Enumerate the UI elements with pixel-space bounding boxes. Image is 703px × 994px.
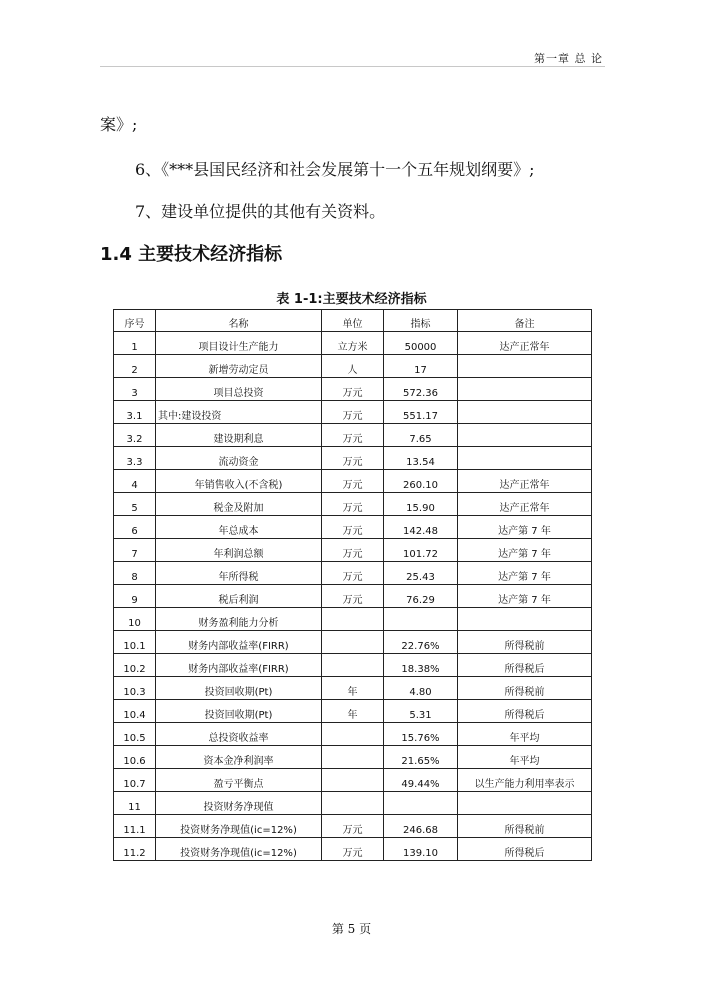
cell-name: 年总成本 — [156, 516, 322, 539]
cell-unit: 万元 — [322, 585, 384, 608]
table-row — [114, 631, 592, 654]
cell-name: 投资回收期(Pt) — [156, 700, 322, 723]
cell-name: 盈亏平衡点 — [156, 769, 322, 792]
cell-value: 260.10 — [384, 470, 458, 493]
cell-unit — [322, 792, 384, 815]
cell-name: 财务盈利能力分析 — [156, 608, 322, 631]
cell-unit — [322, 608, 384, 631]
cell-value: 22.76% — [384, 631, 458, 654]
cell-index: 11.2 — [114, 838, 156, 861]
cell-note: 所得税前 — [458, 815, 592, 838]
cell-name: 流动资金 — [156, 447, 322, 470]
cell-value: 13.54 — [384, 447, 458, 470]
cell-value: 21.65% — [384, 746, 458, 769]
cell-note: 达产第 7 年 — [458, 539, 592, 562]
cell-name: 年销售收入(不含税) — [156, 470, 322, 493]
cell-value: 246.68 — [384, 815, 458, 838]
cell-note: 年平均 — [458, 746, 592, 769]
cell-note: 达产正常年 — [458, 493, 592, 516]
table-row — [114, 447, 592, 470]
cell-name: 税金及附加 — [156, 493, 322, 516]
cell-index: 10.6 — [114, 746, 156, 769]
cell-note — [458, 447, 592, 470]
cell-name: 建设期利息 — [156, 424, 322, 447]
table-row — [114, 723, 592, 746]
cell-unit: 万元 — [322, 424, 384, 447]
cell-value: 572.36 — [384, 378, 458, 401]
cell-value: 15.76% — [384, 723, 458, 746]
table-row — [114, 516, 592, 539]
cell-value: 101.72 — [384, 539, 458, 562]
cell-note: 达产正常年 — [458, 470, 592, 493]
cell-name: 投资财务净现值 — [156, 792, 322, 815]
table-header-row — [114, 310, 592, 332]
cell-index: 6 — [114, 516, 156, 539]
table-row — [114, 378, 592, 401]
cell-name: 财务内部收益率(FIRR) — [156, 631, 322, 654]
cell-value: 142.48 — [384, 516, 458, 539]
cell-unit: 万元 — [322, 516, 384, 539]
cell-unit — [322, 769, 384, 792]
cell-value: 551.17 — [384, 401, 458, 424]
cell-unit: 万元 — [322, 447, 384, 470]
cell-value: 15.90 — [384, 493, 458, 516]
cell-unit: 万元 — [322, 378, 384, 401]
cell-note — [458, 378, 592, 401]
cell-value — [384, 792, 458, 815]
header-cell: 名称 — [156, 310, 322, 332]
header-cell: 指标 — [384, 310, 458, 332]
cell-unit — [322, 746, 384, 769]
cell-note: 达产第 7 年 — [458, 516, 592, 539]
cell-index: 10.1 — [114, 631, 156, 654]
cell-index: 8 — [114, 562, 156, 585]
cell-value: 4.80 — [384, 677, 458, 700]
cell-unit — [322, 723, 384, 746]
cell-index: 2 — [114, 355, 156, 378]
cell-value: 5.31 — [384, 700, 458, 723]
cell-name: 投资回收期(Pt) — [156, 677, 322, 700]
table-row — [114, 608, 592, 631]
cell-index: 7 — [114, 539, 156, 562]
cell-index: 10.4 — [114, 700, 156, 723]
table-body — [114, 332, 592, 861]
cell-value — [384, 608, 458, 631]
cell-name: 新增劳动定员 — [156, 355, 322, 378]
cell-unit: 万元 — [322, 562, 384, 585]
indicator-table — [113, 309, 592, 861]
cell-value: 17 — [384, 355, 458, 378]
cell-unit: 年 — [322, 700, 384, 723]
table-caption: 表 1-1:主要技术经济指标 — [276, 292, 427, 307]
table-row — [114, 562, 592, 585]
cell-note: 达产第 7 年 — [458, 585, 592, 608]
cell-name: 年所得税 — [156, 562, 322, 585]
page-header — [100, 46, 605, 67]
paragraph-line: 7、建设单位提供的其他有关资料。 — [135, 202, 386, 221]
table-row — [114, 677, 592, 700]
cell-index: 10 — [114, 608, 156, 631]
cell-unit: 万元 — [322, 493, 384, 516]
table-row — [114, 424, 592, 447]
cell-index: 5 — [114, 493, 156, 516]
cell-unit: 年 — [322, 677, 384, 700]
cell-name: 项目总投资 — [156, 378, 322, 401]
cell-name: 资本金净利润率 — [156, 746, 322, 769]
cell-name: 投资财务净现值(ic=12%) — [156, 838, 322, 861]
cell-unit: 万元 — [322, 401, 384, 424]
cell-note — [458, 401, 592, 424]
cell-name: 财务内部收益率(FIRR) — [156, 654, 322, 677]
cell-name: 投资财务净现值(ic=12%) — [156, 815, 322, 838]
table-row — [114, 539, 592, 562]
cell-note: 所得税前 — [458, 631, 592, 654]
cell-index: 10.2 — [114, 654, 156, 677]
cell-note — [458, 355, 592, 378]
section-heading: 1.4 主要技术经济指标 — [100, 244, 283, 265]
cell-note: 所得税后 — [458, 700, 592, 723]
cell-index: 11.1 — [114, 815, 156, 838]
cell-value: 7.65 — [384, 424, 458, 447]
cell-note: 所得税前 — [458, 677, 592, 700]
cell-index: 10.7 — [114, 769, 156, 792]
cell-unit — [322, 654, 384, 677]
table-row — [114, 746, 592, 769]
chapter-title: 第一章 总 论 — [534, 52, 603, 65]
cell-name: 其中:建设投资 — [156, 401, 322, 424]
table-row — [114, 700, 592, 723]
cell-name: 总投资收益率 — [156, 723, 322, 746]
table-row — [114, 332, 592, 355]
cell-note — [458, 424, 592, 447]
cell-note: 所得税后 — [458, 838, 592, 861]
table-row — [114, 355, 592, 378]
table-row — [114, 654, 592, 677]
table-row — [114, 470, 592, 493]
cell-value: 139.10 — [384, 838, 458, 861]
cell-unit: 人 — [322, 355, 384, 378]
cell-index: 1 — [114, 332, 156, 355]
cell-unit: 立方米 — [322, 332, 384, 355]
cell-value: 76.29 — [384, 585, 458, 608]
paragraph-line: 案》; — [100, 115, 138, 134]
table-row — [114, 493, 592, 516]
cell-name: 税后利润 — [156, 585, 322, 608]
cell-index: 3.1 — [114, 401, 156, 424]
table-row — [114, 769, 592, 792]
cell-note: 年平均 — [458, 723, 592, 746]
cell-index: 9 — [114, 585, 156, 608]
cell-index: 3.2 — [114, 424, 156, 447]
cell-note: 达产正常年 — [458, 332, 592, 355]
cell-value: 50000 — [384, 332, 458, 355]
cell-value: 25.43 — [384, 562, 458, 585]
table-row — [114, 401, 592, 424]
cell-index: 3 — [114, 378, 156, 401]
cell-value: 49.44% — [384, 769, 458, 792]
cell-note: 达产第 7 年 — [458, 562, 592, 585]
cell-index: 3.3 — [114, 447, 156, 470]
paragraph-line: 6、《***县国民经济和社会发展第十一个五年规划纲要》; — [135, 160, 535, 179]
header-cell: 单位 — [322, 310, 384, 332]
cell-note — [458, 608, 592, 631]
table-row — [114, 585, 592, 608]
cell-name: 年利润总额 — [156, 539, 322, 562]
header-cell: 备注 — [458, 310, 592, 332]
table-row — [114, 792, 592, 815]
cell-index: 4 — [114, 470, 156, 493]
cell-index: 10.5 — [114, 723, 156, 746]
header-cell: 序号 — [114, 310, 156, 332]
cell-note — [458, 792, 592, 815]
cell-note: 以生产能力利用率表示 — [458, 769, 592, 792]
cell-value: 18.38% — [384, 654, 458, 677]
cell-index: 10.3 — [114, 677, 156, 700]
cell-note: 所得税后 — [458, 654, 592, 677]
table-row — [114, 815, 592, 838]
cell-unit: 万元 — [322, 838, 384, 861]
cell-unit: 万元 — [322, 539, 384, 562]
cell-unit: 万元 — [322, 470, 384, 493]
cell-index: 11 — [114, 792, 156, 815]
cell-unit: 万元 — [322, 815, 384, 838]
table-row — [114, 838, 592, 861]
cell-unit — [322, 631, 384, 654]
cell-name: 项目设计生产能力 — [156, 332, 322, 355]
page-number: 第 5 页 — [331, 922, 372, 936]
